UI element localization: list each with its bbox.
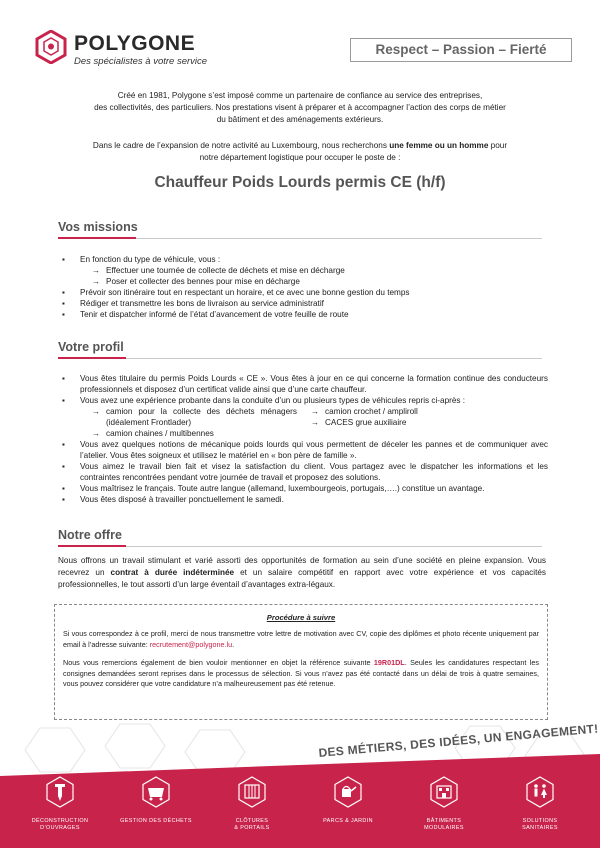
category-label-line: GESTION DES DÉCHETS xyxy=(120,818,192,824)
watering-can-icon xyxy=(332,776,364,808)
sub-list-item: → Poser et collecter des bennes pour mise en décharge xyxy=(92,276,548,287)
company-motto: Respect – Passion – Fierté xyxy=(350,38,572,62)
section-divider xyxy=(58,358,542,359)
category-label-line: BÂTIMENTS xyxy=(426,818,462,824)
category-label xyxy=(114,818,198,825)
intro-emphasis: une femme ou un homme xyxy=(389,141,489,150)
footer-slogan: DES MÉTIERS, DES IDÉES, UN ENGAGEMENT! xyxy=(318,721,599,760)
offer-emphasis: contrat à durée indéterminée xyxy=(110,568,235,577)
vehicle-item: → camion chaines / multibennes xyxy=(92,428,297,439)
intro-text: Dans le cadre de l’expansion de notre activité au Luxembourg, nous recherchons xyxy=(92,141,390,150)
recruitment-email-link[interactable]: recrutement@polygone.lu xyxy=(149,639,233,649)
intro-paragraph-1 xyxy=(50,90,550,126)
vehicle-item: → camion crochet / ampliroll xyxy=(311,406,516,417)
offer-heading: Notre offre xyxy=(58,528,122,542)
intro-line: du bâtiment et des aménagements extérieurs. xyxy=(216,115,384,124)
list-item xyxy=(62,395,548,439)
list-item: ▪ Vous êtes disposé à travailler ponctuellement le samedi. xyxy=(62,494,548,505)
fence-icon xyxy=(236,776,268,808)
list-item xyxy=(62,254,548,287)
sub-list xyxy=(80,265,548,287)
list-item: ▪ Rédiger et transmettre les bons de livraison au service administratif xyxy=(62,298,548,309)
intro-line: notre département logistique pour occuper le poste de : xyxy=(199,153,401,162)
sub-list-item: → Effectuer une tournée de collecte de déchets et mise en décharge xyxy=(92,265,548,276)
list-item: ▪ Tenir et dispatcher informé de l’état d’avancement de votre feuille de route xyxy=(62,309,548,320)
missions-heading: Vos missions xyxy=(58,220,138,234)
category-label-line: SOLUTIONS xyxy=(522,818,558,824)
logo-tagline: Des spécialistes à votre service xyxy=(74,56,208,67)
procedure-paragraph-1 xyxy=(63,629,539,650)
category-deconstruction xyxy=(18,776,102,842)
service-categories xyxy=(18,776,582,842)
category-label xyxy=(210,818,294,832)
section-accent-underline xyxy=(58,545,126,547)
vehicle-item: → CACES grue auxiliaire xyxy=(311,417,516,428)
offer-text: et un salaire compétitif en rapport avec votre expérience et vos capacités professionnelles, le tout assorti d’un large éventail d’avantages extra-légaux. xyxy=(58,568,546,589)
category-waste-management xyxy=(114,776,198,842)
procedure-paragraph-2 xyxy=(63,658,539,690)
category-label-line: CLÔTURES xyxy=(235,818,269,824)
intro-line: des collectivités, des particuliers. Nos prestations visent à préparer et à accompagner l’action des corps de métier xyxy=(94,103,506,112)
category-modular-buildings xyxy=(402,776,486,842)
category-label-line: & PORTAILS xyxy=(234,825,270,831)
category-fences xyxy=(210,776,294,842)
category-sanitary xyxy=(498,776,582,842)
section-accent-underline xyxy=(58,357,126,359)
job-title: Chauffeur Poids Lourds permis CE (h/f) xyxy=(154,174,446,191)
procedure-text: . xyxy=(232,639,235,649)
procedure-text: . Seules les candidatures respectant les consignes demandées seront reprises dans le processus de sélection. Si vous n’avez pas été contacté dans un délai de trois à quatre semaines, vous pouvez considérer que votre candidature n’a malheureusement pas été retenue. xyxy=(63,658,539,688)
offer-paragraph xyxy=(58,555,546,591)
offer-text: Nous offrons un travail stimulant et varié assorti des opportunités de formation au sein d’une société en pleine expansion. Vous recevrez un xyxy=(58,556,546,577)
job-reference: 19R01DL xyxy=(373,658,405,667)
vehicle-item: → camion pour la collecte des déchets ménagers (idéalement Frontlader) xyxy=(92,406,297,428)
list-item: ▪ Prévoir son itinéraire tout en respectant un horaire, et ce avec une bonne gestion du temps xyxy=(62,287,548,298)
vehicle-list-right xyxy=(311,406,516,439)
category-label xyxy=(306,818,390,825)
list-item-text: Vous avez une expérience probante dans la conduite d’un ou plusieurs types de véhicules repris ci-après : xyxy=(80,396,466,405)
category-label xyxy=(402,818,486,832)
toilet-icon xyxy=(524,776,556,808)
vehicle-types xyxy=(80,406,548,439)
vehicle-list-left xyxy=(92,406,297,439)
missions-list xyxy=(62,254,548,320)
procedure-text: Nous vous remercions également de bien vouloir mentionner en objet la référence suivante xyxy=(63,658,374,667)
profile-list xyxy=(62,373,548,505)
category-label-line: MODULAIRES xyxy=(424,825,464,831)
list-item: ▪ Vous aimez le travail bien fait et visez la satisfaction du client. Vous partagez avec le dispatcher les informations et les contraintes rencontrées pendant votre journée de travail et proposez des solutions. xyxy=(62,461,548,483)
category-label-line: SANITAIRES xyxy=(522,825,558,831)
dumpster-icon xyxy=(140,776,172,808)
profile-heading: Votre profil xyxy=(58,340,124,354)
list-item-text: En fonction du type de véhicule, vous : xyxy=(80,255,221,264)
category-parks-garden xyxy=(306,776,390,842)
intro-line xyxy=(50,140,550,152)
procedure-text: Si vous correspondez à ce profil, merci de nous transmettre votre lettre de motivation avec CV, copie des diplômes et photo récente uniquement par email à l’adresse suivante: xyxy=(63,629,539,649)
logo-name: POLYGONE xyxy=(74,32,196,55)
modular-building-icon xyxy=(428,776,460,808)
category-label xyxy=(498,818,582,832)
jackhammer-icon xyxy=(44,776,76,808)
section-divider xyxy=(58,546,542,547)
procedure-title: Procédure à suivre xyxy=(266,613,336,622)
category-label-line: DÉCONSTRUCTION xyxy=(31,818,89,824)
intro-paragraph-2 xyxy=(50,140,550,164)
polygone-hexagon-icon xyxy=(34,30,68,64)
company-logo xyxy=(34,30,208,70)
category-label xyxy=(18,818,102,832)
intro-line: Créé en 1981, Polygone s’est imposé comme un partenaire de confiance au service des entreprises, xyxy=(117,91,483,100)
category-label-line: PARCS & JARDIN xyxy=(323,818,373,824)
list-item: ▪ Vous êtes titulaire du permis Poids Lourds « CE ». Vous êtes à jour en ce qui concerne la formation continue des conducteurs professionnels et disposez d’un certificat valide ainsi que d’une carte chauffeur. xyxy=(62,373,548,395)
list-item: ▪ Vous avez quelques notions de mécanique poids lourds qui vous permettent de déceler les pannes et de communiquer avec l’atelier. Vous êtes soigneux et utilisez le matériel en « bon père de famille ». xyxy=(62,439,548,461)
section-accent-underline xyxy=(58,237,136,239)
list-item: ▪ Vous maîtrisez le français. Toute autre langue (allemand, luxembourgeois, portugais,….) constitue un avantage. xyxy=(62,483,548,494)
category-label-line: D’OUVRAGES xyxy=(40,825,80,831)
intro-text: pour xyxy=(488,141,508,150)
procedure-box xyxy=(54,604,548,720)
